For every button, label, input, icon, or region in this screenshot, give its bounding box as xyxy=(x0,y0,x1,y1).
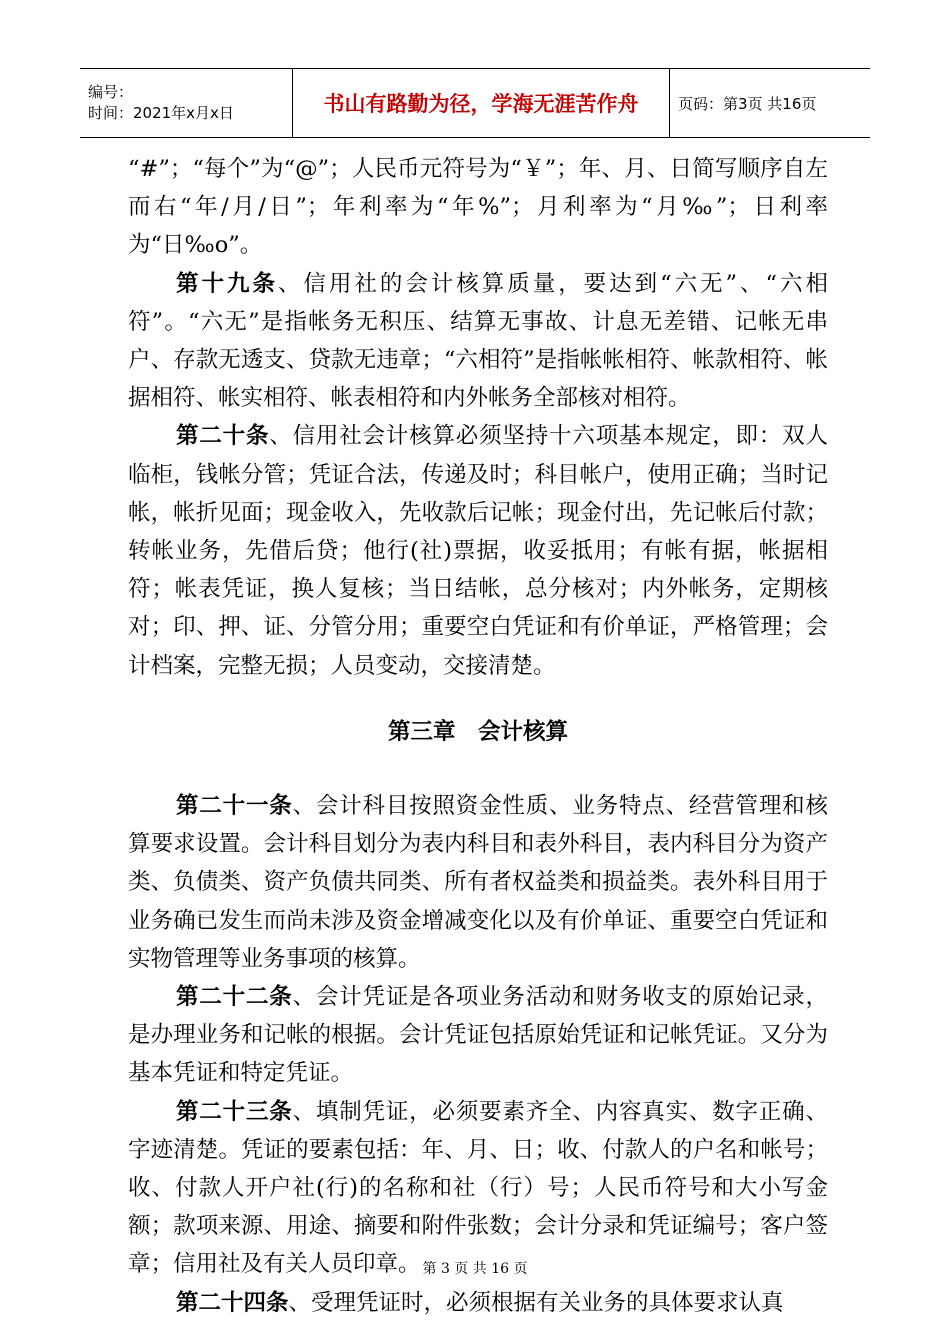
article-number: 第二十四条 xyxy=(176,1289,289,1316)
header-meta xyxy=(80,69,293,138)
header-page-info: 页码：第3页 共16页 xyxy=(678,94,817,113)
article-text: 、填制凭证，必须要素齐全、内容真实、数字正确、字迹清楚。凭证的要素包括：年、月、日；收、付款人的户名和帐号；收、付款人开户社(行)的名称和社（行）号；人民币符号和大小写金额；款项来源、用途、摘要和附件张数；会计分录和凭证编号；客户签章；信用社及有关人员印章。 xyxy=(128,1098,828,1278)
article-text: 、会计凭证是各项业务活动和财务收支的原始记录，是办理业务和记帐的根据。会计凭证包括原始凭证和记帐凭证。又分为基本凭证和特定凭证。 xyxy=(128,984,828,1087)
article-text: 、信用社会计核算必须坚持十六项基本规定，即：双人临柜，钱帐分管；凭证合法，传递及时；科目帐户，使用正确；当时记帐，帐折见面；现金收入，先收款后记帐；现金付出，先记帐后付款；转帐业务，先借后贷；他行(社)票据，收妥抵用；有帐有据，帐据相符；帐表凭证，换人复核；当日结帐，总分核对；内外帐务，定期核对；印、押、证、分管分用；重要空白凭证和有价单证，严格管理；会计档案，完整无损；人员变动，交接清楚。 xyxy=(128,423,828,679)
article-number: 第十九条 xyxy=(176,270,278,297)
article-text: 、会计科目按照资金性质、业务特点、经营管理和核算要求设置。会计科目划分为表内科目和表外科目，表内科目分为资产类、负债类、资产负债共同类、所有者权益类和损益类。表外科目用于业务确已发生而尚未涉及资金增减变化以及有价单证、重要空白凭证和实物管理等业务事项的核算。 xyxy=(128,793,828,972)
article-24 xyxy=(128,1284,828,1322)
article-20 xyxy=(128,417,828,684)
paragraph-text: “#”；“每个”为“@”；人民币元符号为“￥”；年、月、日简写顺序自左而右“年/月/日”；年利率为“年%”；月利率为“月‰”；日利率为“日‰o”。 xyxy=(128,156,828,259)
header-time: 时间：2021年x月x日 xyxy=(88,104,234,122)
article-23 xyxy=(128,1093,828,1284)
page-footer: 第 3 页 共 16 页 xyxy=(422,1261,528,1277)
chapter-title: 第三章 会计核算 xyxy=(387,718,568,745)
article-22 xyxy=(128,978,828,1093)
article-number: 第二十二条 xyxy=(176,984,293,1011)
article-text: 、受理凭证时，必须根据有关业务的具体要求认真 xyxy=(288,1289,784,1316)
header-motto: 书山有路勤为径，学海无涯苦作舟 xyxy=(293,69,670,138)
header-number: 编号： xyxy=(88,83,134,101)
document-body xyxy=(128,150,828,1322)
article-text: 、信用社的会计核算质量，要达到“六无”、“六相符”。“六无”是指帐务无积压、结算无事故、计息无差错、记帐无串户、存款无透支、贷款无违章；“六相符”是指帐帐相符、帐款相符、帐据相符、帐实相符、帐表相符和内外帐务全部核对相符。 xyxy=(128,270,828,412)
article-number: 第二十三条 xyxy=(176,1098,293,1125)
paragraph-0 xyxy=(128,150,828,265)
article-21 xyxy=(128,787,828,978)
article-19 xyxy=(128,265,828,418)
article-number: 第二十一条 xyxy=(176,793,293,820)
article-number: 第二十条 xyxy=(176,423,270,450)
page-header xyxy=(80,68,870,138)
